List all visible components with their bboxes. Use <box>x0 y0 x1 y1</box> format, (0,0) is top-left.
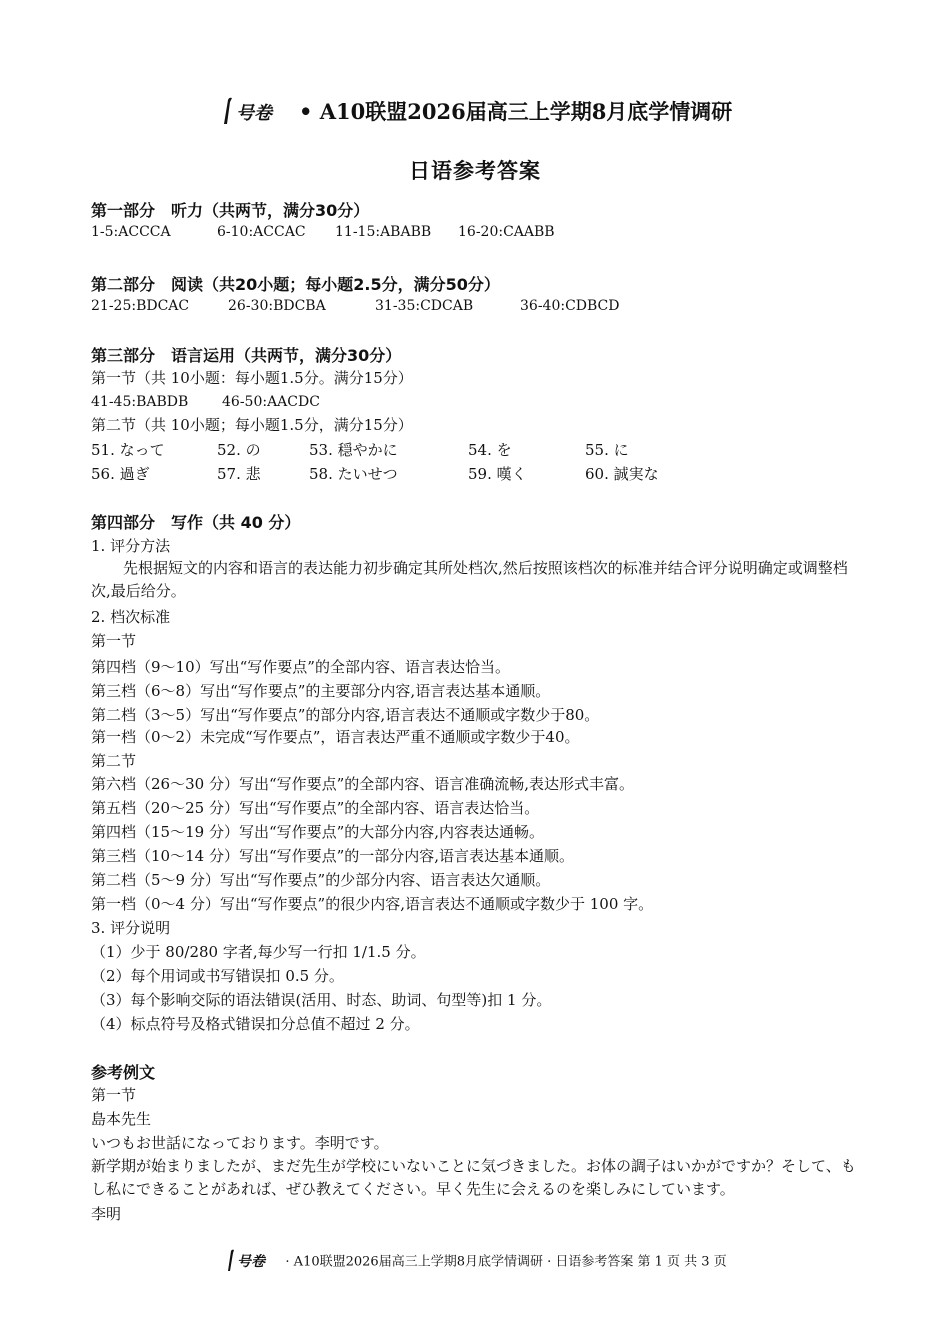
note-line: （2）每个用词或书写错误扣 0.5 分。 <box>91 967 344 985</box>
answer-group: 11-15:ABABB <box>335 224 432 240</box>
sample-heading: 参考例文 <box>91 1063 156 1082</box>
note-line: （3）每个影响交际的语法错误(活用、时态、助词、句型等)扣 1 分。 <box>91 991 552 1009</box>
part4-heading: 第四部分 写作（共 40 分） <box>91 513 301 532</box>
section1-label: 第一节 <box>91 632 137 650</box>
grade-line: 第二档（3～5）写出“写作要点”的部分内容,语言表达不通顺或字数少于80。 <box>91 706 600 724</box>
answer-group: 31-35:CDCAB <box>375 298 474 314</box>
grade-line: 第二档（5～9 分）写出“写作要点”的少部分内容、语言表达欠通顺。 <box>91 871 551 889</box>
answer-group: 26-30:BDCBA <box>228 298 326 314</box>
grade-line: 第一档（0～4 分）写出“写作要点”的很少内容,语言表达不通顺或字数少于 100 字。 <box>91 895 654 913</box>
item1-text: 先根据短文的内容和语言的表达能力初步确定其所处档次,然后按照该档次的标准并结合评分说明确定或调整档次,最后给分。 <box>91 559 848 600</box>
answer-item: 52. の <box>217 441 261 459</box>
footer-logo <box>223 1248 279 1276</box>
answer-item: 59. 嘆く <box>468 465 527 483</box>
part3-section1-title: 第一节（共 10小题：每小题1.5分。满分15分） <box>91 369 413 387</box>
page-footer <box>0 1248 950 1276</box>
svg-text:号卷: 号卷 <box>237 1254 266 1270</box>
grade-line: 第三档（6～8）写出“写作要点”的主要部分内容,语言表达基本通顺。 <box>91 682 551 700</box>
sample-body: 新学期が始まりましたが、まだ先生が学校にいないことに気づきました。お体の調子はいかがですか？そして、もし私にできることがあれば、ぜひ教えてください。早く先生に会えるのを楽しみにしています。 <box>91 1157 856 1198</box>
sample-section-label: 第一节 <box>91 1086 137 1104</box>
answer-group: 16-20:CAABB <box>458 224 555 240</box>
answer-item: 55. に <box>585 441 629 459</box>
note-line: （4）标点符号及格式错误扣分总值不超过 2 分。 <box>91 1015 420 1033</box>
grade-line: 第六档（26～30 分）写出“写作要点”的全部内容、语言准确流畅,表达形式丰富。 <box>91 775 635 793</box>
answer-group: 21-25:BDCAC <box>91 298 190 314</box>
answer-item: 54. を <box>468 441 512 459</box>
answer-group: 46-50:AACDC <box>222 394 320 410</box>
part1-heading: 第一部分 听力（共两节，满分30分） <box>91 201 370 220</box>
sample-signature: 李明 <box>91 1205 122 1223</box>
answer-group: 1-5:ACCCA <box>91 224 171 240</box>
answer-item: 56. 過ぎ <box>91 465 150 483</box>
item3-title: 3. 评分说明 <box>91 919 171 937</box>
section2-label: 第二节 <box>91 752 137 770</box>
answer-item: 51. なって <box>91 441 165 459</box>
answer-item: 53. 穏やかに <box>309 441 398 459</box>
answer-item: 58. たいせつ <box>309 465 398 483</box>
part3-section2-title: 第二节（共 10小题；每小题1.5分，满分15分） <box>91 416 413 434</box>
answer-item: 60. 誠実な <box>585 465 659 483</box>
item1-title: 1. 评分方法 <box>91 537 171 555</box>
item2-title: 2. 档次标准 <box>91 608 171 626</box>
answer-group: 6-10:ACCAC <box>217 224 306 240</box>
grade-line: 第五档（20～25 分）写出“写作要点”的全部内容、语言表达恰当。 <box>91 799 540 817</box>
footer-text: · A10联盟2026届高三上学期8月底学情调研 · 日语参考答案 第 1 页 共 3 页 <box>285 1254 727 1270</box>
note-line: （1）少于 80/280 字者,每少写一行扣 1/1.5 分。 <box>91 943 426 961</box>
sample-line: いつもお世話になっております。李明です。 <box>91 1134 389 1152</box>
part3-heading: 第三部分 语言运用（共两节，满分30分） <box>91 346 402 365</box>
answer-group: 36-40:CDBCD <box>520 298 620 314</box>
sample-salutation: 島本先生 <box>91 1110 152 1128</box>
header-title: • A10联盟2026届高三上学期8月底学情调研 <box>299 99 733 124</box>
answer-group: 41-45:BABDB <box>91 394 189 410</box>
answer-item: 57. 悲 <box>217 465 261 483</box>
document-header <box>0 96 950 131</box>
grade-line: 第四档（9～10）写出“写作要点”的全部内容、语言表达恰当。 <box>91 658 510 676</box>
part2-heading: 第二部分 阅读（共20小题；每小题2.5分，满分50分） <box>91 275 500 294</box>
svg-text:号卷: 号卷 <box>235 103 272 124</box>
grade-line: 第一档（0～2）未完成“写作要点”，语言表达严重不通顺或字数少于40。 <box>91 728 580 746</box>
brand-logo <box>218 96 288 131</box>
page-title: 日语参考答案 <box>409 158 541 183</box>
grade-line: 第四档（15～19 分）写出“写作要点”的大部分内容,内容表达通畅。 <box>91 823 545 841</box>
grade-line: 第三档（10～14 分）写出“写作要点”的一部分内容,语言表达基本通顺。 <box>91 847 575 865</box>
